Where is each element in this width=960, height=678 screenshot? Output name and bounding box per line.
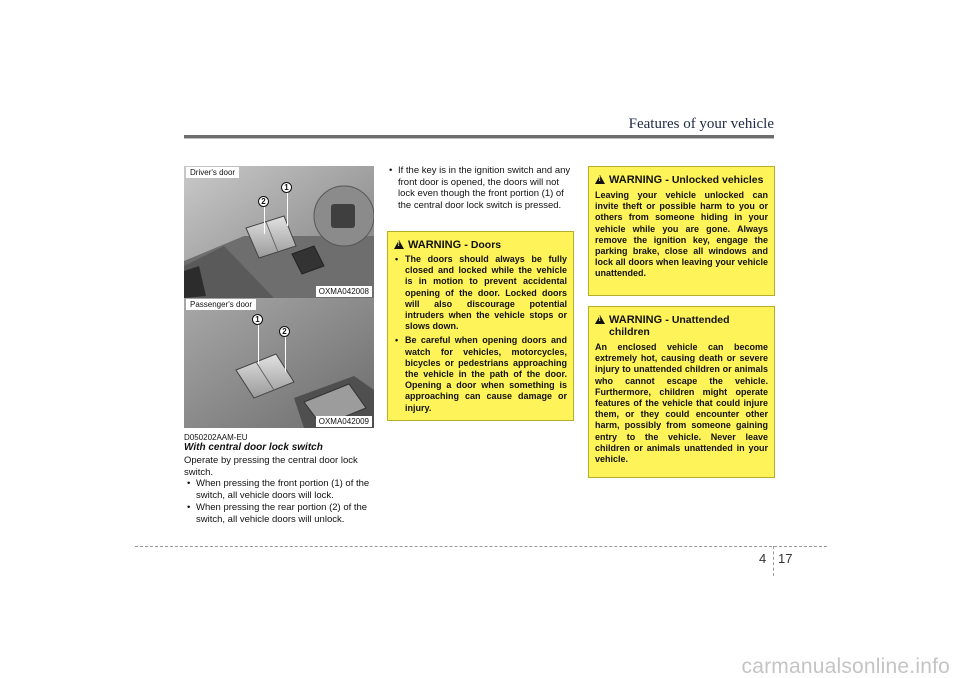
section-code: D050202AAM-EU	[184, 433, 248, 442]
footer-divider	[773, 546, 774, 576]
callout-leader-1	[287, 191, 288, 226]
bullet-unlock: • When pressing the rear portion (2) of the switch, all vehicle doors will unlock.	[184, 502, 374, 525]
callout-leader-1	[258, 324, 259, 364]
page-number: 17	[778, 551, 793, 566]
footer-dashed-rule	[135, 546, 827, 547]
warning-box-unlocked-vehicles	[588, 166, 775, 296]
figure-drivers-door	[184, 166, 374, 298]
warning-box-doors	[387, 231, 574, 421]
warning-item: • Be careful when opening doors and watch for vehicles, motorcycles, bicycles or pedestrians approaching the vehicle in the path of the door. Opening a door when something is approaching can cause damage or injury.	[394, 335, 567, 413]
warning-triangle-icon	[394, 240, 404, 249]
warning-word: WARNING -	[408, 239, 468, 251]
callout-1: 1	[281, 182, 292, 193]
passengers-door-switch-illustration	[184, 298, 374, 428]
page-header-title: Features of your vehicle	[628, 116, 774, 132]
warning-text: Leaving your vehicle unlocked can invite theft or possible harm to you or others from someone hiding in your vehicle while you are gone. Always remove the ignition key, engage the parking brake, close all windows and lock all doors when leaving your vehicle unattended.	[595, 190, 768, 279]
header-rule-shadow	[184, 138, 774, 139]
callout-2: 2	[279, 326, 290, 337]
warning-title	[595, 174, 768, 186]
warning-subject: Doors	[470, 239, 502, 251]
figure-code: OXMA042008	[316, 286, 372, 297]
warning-text: An enclosed vehicle can become extremely hot, causing death or severe injury to unattended children or animals who cannot escape the vehicle. Furthermore, children might operate features of the vehicle that could injure them, or they could encounter other harm, possibly from someone gaining entry to the vehicle. Never leave children or animals unattended in your vehicle.	[595, 342, 768, 465]
warning-subject: Unattended children	[609, 314, 730, 338]
warning-word: WARNING -	[609, 174, 669, 186]
chapter-number: 4	[759, 551, 767, 566]
intro-paragraph: Operate by pressing the central door lock switch.	[184, 455, 358, 478]
warning-title	[595, 314, 768, 338]
callout-2: 2	[258, 196, 269, 207]
warning-item: • The doors should always be fully closed and locked while the vehicle is in motion to prevent accidental opening of the door. Locked doors will also discourage potential intruders when the vehicle stops or slows down.	[394, 254, 567, 332]
warning-box-unattended-children	[588, 306, 775, 478]
bullet-lock: • When pressing the front portion (1) of the switch, all vehicle doors will lock.	[184, 478, 374, 501]
figure-code: OXMA042009	[316, 416, 372, 427]
section-subheading: With central door lock switch	[184, 442, 323, 453]
figure-label: Driver's door	[186, 167, 239, 178]
warning-triangle-icon	[595, 315, 605, 324]
warning-subject: Unlocked vehicles	[671, 174, 764, 186]
callout-1: 1	[252, 314, 263, 325]
callout-leader-2	[264, 206, 265, 234]
figure-label: Passenger's door	[186, 299, 256, 310]
warning-title	[394, 239, 567, 251]
figure-passengers-door	[184, 298, 374, 428]
drivers-door-switch-illustration	[184, 166, 374, 298]
bullet-ignition-key: • If the key is in the ignition switch and any front door is opened, the doors will not lock even though the front portion (1) of the central door lock switch is pressed.	[386, 165, 574, 211]
callout-leader-2	[285, 336, 286, 372]
warning-triangle-icon	[595, 175, 605, 184]
warning-word: WARNING -	[609, 314, 669, 326]
watermark: carmanualsonline.info	[741, 655, 950, 678]
